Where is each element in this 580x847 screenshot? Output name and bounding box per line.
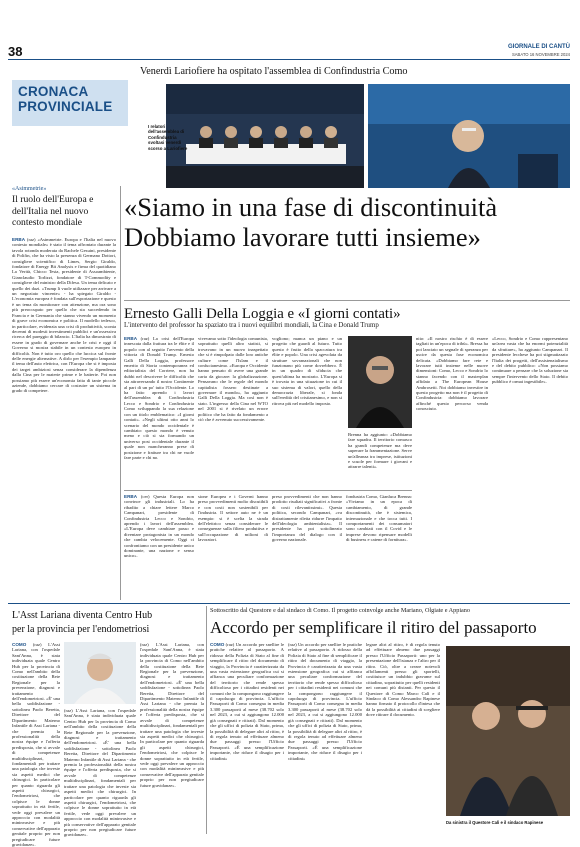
- top-story-kicker: Venerdì Lariofiere ha ospitato l'assemblea di Confindustria Como: [140, 66, 408, 77]
- bottom-column-divider: [206, 606, 207, 834]
- assembly-photo-left: [166, 84, 364, 188]
- interview-col-7: sione Europea e i Governi hanno preso provvedimenti molto discutibili e con costi non sostenibili per l'industria. Il settore auto ne è un esempio: si è scelta la strada dell'elettrico senza considerare le conseguenze sulla filiera produttiva e sull'occupazione di milioni di lavoratori.: [198, 494, 268, 543]
- interview-top-rule: [124, 300, 570, 301]
- publication-name: GIORNALE DI CANTÙ: [508, 44, 570, 50]
- accordo-photo-illustration: [446, 646, 570, 816]
- beretta-photo: [64, 642, 136, 704]
- top-photo-caption: I relatori dell'assemblea di Confindustria svoltasi venerdì scorso a Lariofiere: [148, 124, 188, 151]
- interview-col-3b: Brenna ha aggiunto: «Dobbiamo fare squadra. Il territorio comasco ha grandi competenze ma deve superare la frammentazione. Serve un'alleanza tra imprese, istituzioni e scuole per formare i giovani e attrarre talenti».: [348, 432, 412, 470]
- interview-col-9: fondustria Como, Gianluca Brenna: «Viviamo in un epoca di cambiamento, di grande discontinuità, che è sistemica, internazionale e che tocca tutti. I comportamenti dei consumatori sono cambiati con il Covid e le imprese devono ripensare modelli di business e catene di fornitura».: [346, 494, 412, 543]
- asst-dateline: COMO: [12, 642, 27, 647]
- section-line-1: CRONACA: [18, 84, 89, 99]
- issue-date: SABATO 16 NOVEMBRE 2024: [511, 52, 570, 57]
- interview-headline: Ernesto Galli Della Loggia e «I giorni contati»: [124, 306, 401, 322]
- sidebar-dateline: ERBA: [12, 237, 26, 242]
- header-rule: [8, 59, 570, 60]
- interview-col-6-text: (cer) Questa Europa non convince gli industriali. Lo ha ribadito a chiare lettere Marco Campanari, presidente di Confindustria Lecco e Sondrio, aprendo i lavori dell'assemblea. «L'Europa deve cambiare passo e diventare protagonista in un mondo che cambia velocemente. Oggi ci confrontiamo con un presidente unico dominante, una nazione e senso unico».: [124, 494, 194, 559]
- accordo-dateline: COMO: [210, 642, 225, 647]
- accordo-body-text: (raz) Un accordo per snellire le pratiche relative al passaporto. A ridosso della Polizia di Stato al fine di semplificare il ritiro del documento di viaggio, la Provincia è caratterizzata da una vasta estensione geografica cui si affianca una peculiare conformazione del territorio che rende spesso difficoltoso per i cittadini residenti nei comuni che la compongono raggiungere il capoluogo di provincia. L'ufficio Passaporti di Como consegna in media 3.300 passaporti al mese (38.702 solo nel 2023, a cui si aggiungono 12.000 già consegnati e ritirati). Dal momento che gli uffici di polizia di Stato, prima, la possibilità di delegare altri al ritiro, è di regola tenuto ad effettuare almeno due passaggi presso l'Ufficio Passaporti. «È una semplificazione importante, che riduce il disagio per i cittadini»: [210, 642, 285, 761]
- interview-col-6: [124, 494, 194, 598]
- asst-body-col-2: (raz) L'Asst Lariana, con l'ospedale Sant'Anna, è stata individuata quale Centro Hub per la provincia di Como nell'ambito della costituzione della Rete Regionale per la prevenzione, diagnosi e trattamento dell'endometriosi. «È' una bella soddisfazione - sottolinea Paolo Beretta, Direttore del Dipartimento Materno Infantile di Asst Lariana - che premia la professionalità della nostra équipe e l'offerta predisposta, che si avvale di competenze multidisciplinari, fondamentali per trattare una patologia che investe sia aspetti medici che chirurgici. In particolare per quanto riguarda gli aspetti chirurgici, l'endometriosi, che colpisce le donne soprattutto in età fertile, vede oggi prevalere un approccio con modalità mininvasive e più conservative dell'apparato genitale proprio per non pregiudicare future gravidanze».: [64, 708, 136, 838]
- accordo-headline: Accordo per semplificare il ritiro del passaporto: [210, 618, 537, 637]
- interview-col-5: «Lecco, Sondrio e Como rappresentano un'area vasta che ha enormi potenzialità da sfruttare», ha aggiunto Campanari. Il presidente lecchese ha poi stigmatizzato l'Italia dei progetti, dell'assistenzialismo e del debito pubblico: «Non possiamo continuare a pensare che la soluzione sia sempre l'intervento dello Stato. Il debito pubblico è ormai ingestibile».: [492, 336, 568, 385]
- asst-kicker: L'Asst Lariana diventa Centro Hub: [12, 610, 153, 621]
- sidebar-body-text: (raz) «Asimmetrie. Europa e l'Italia nel nuovo contesto mondiale» è stato il tema affrontato durante la tavola rotonda moderata da Rachele Gesuini, presidente di Polifin, che ha visto la presenza di Germano Dottori, consigliere scientifico di Limes, Sergio Giraldo, fondatore di Energy Bit Analysis e firma del quotidiano La Verità, Chicco Testa, presidente di Assoambiente, Gianclaudio Torlizzi, fondatore di T-Commodity e consigliere del ministro della Difesa. Un tema delicato e quello dei dazi. «Trump li vuole utilizzare per arrivare a un negoziato vincente» - ha spiegato Giraldo - L'economia europea è fondata sull'esportazione e questo è un tema da monitorare con attenzione, ma ora sono più preoccupato per quello che sta succedendo in Francia e in Germania che stanno vivendo un momento di grave crisi economica e politica. Il modello tedesco, in particolare, evidenzia una crisi di produttività, sconta decenni di modesti investimenti pubblici e un'ossessiva ricerca del pareggio di bilancio. L'Italia ha dimostrato di essere in grado di governare anche le crisi e oggi il Governo si mostra stabile in un contesto europeo in difficoltà. Non è tutto oro quello che luccica sul fronte delle energie alternative. A dirlo per l'esempio lampante il tema dell'auto elettrica, con l'Europa che si è imposta dei target ambiziosi senza considerare la dipendenza dalla Cina per le materie prime e le batterie. Poi non possiamo più essere un'economia fatta di tante piccole aziende, dobbiamo cercare di costruire un sistema in grado di competere.: [12, 237, 116, 394]
- sidebar-kicker: «Asimmetrie»: [12, 186, 47, 192]
- accordo-kicker: Sottoscritto dal Questore e dal sindaco di Como. Il progetto coinvolge anche Mariano, Olgiate e Appiano: [210, 607, 470, 614]
- assembly-photo-left-illustration: [166, 84, 364, 188]
- sidebar-headline: Il ruolo dell'Europa e dell'Italia nel nuovo contesto mondiale: [12, 194, 94, 228]
- section-label: [12, 80, 128, 126]
- accordo-body-col-1: [210, 642, 284, 832]
- asst-headline: per la provincia per l'endometriosi: [12, 624, 150, 635]
- assembly-photo-right-illustration: [368, 84, 570, 188]
- interview-col-2: vivevamo sotto l'ideologia comunista, soprattutto quelli altro statisti, si trovavano in un nuovo inaspettato che si è rimpolpato dalle loro antiche culture come l'Islam e il confucianesimo. «Europa e Occidente hanno pensato di avere una grande carta da giocare: la globalizzazione. Pensavano che le regole del mondo capitalista fossero destinate a governare il mondo», ha aggiunto Galli Della Loggia. Ma così non è stato. L'ingresso della Cina nel WTO nel 2001 si è rivelato un errore politico che ha fatto da fondamento a ciò che è avvenuto successivamente.: [198, 336, 268, 423]
- galli-della-loggia-photo: [348, 336, 412, 428]
- asst-body-col-1: [12, 642, 60, 847]
- interview-col-1: [124, 336, 194, 486]
- section-line-2: PROVINCIALE: [18, 99, 113, 114]
- interview-dateline: ERBA: [124, 336, 138, 341]
- accordo-body-col-3: legare altri al ritiro, è di regola tenuto ad effettuare almeno due passaggi presso l'Ufficio Passaporti: uno per la presentazione dell'istanza e l'altro per il ritiro. Ciò, oltre a creare notevoli affollamenti presso gli sportelli, costituisce un indubbio gravame sul cittadino, soprattutto per quelli residenti nei comuni più distanti. Per questo il Questore di Como Marco Calì e il Sindaco di Como Alessandro Rapinese hanno firmato il protocollo d'intesa che dà la possibilità ai cittadini di scegliere dove ritirare il documento.: [366, 642, 440, 718]
- galli-portrait-illustration: [348, 336, 412, 428]
- accordo-photo-caption: Da sinistra il Questore Calì e il sindaco Rapinese: [446, 820, 544, 825]
- assembly-photo-right: [368, 84, 570, 188]
- bottom-section-rule: [8, 603, 570, 604]
- asst-body-col-3: (raz) L'Asst Lariana, con l'ospedale Sant'Anna, è stata individuata quale Centro Hub per la provincia di Como nell'ambito della costituzione della Rete Regionale per la prevenzione, diagnosi e trattamento dell'endometriosi. «È' una bella soddisfazione - sottolinea Paolo Beretta, Direttore del Dipartimento Materno Infantile di Asst Lariana - che premia la professionalità della nostra équipe e l'offerta predisposta, che si avvale di competenze multidisciplinari, fondamentali per trattare una patologia che investe sia aspetti medici che chirurgici. In particolare per quanto riguarda gli aspetti chirurgici, l'endometriosi, che colpisce le donne soprattutto in età fertile, vede oggi prevalere un approccio con modalità mininvasive e più conservative dell'apparato genitale proprio per non pregiudicare future gravidanze».: [140, 642, 204, 788]
- asst-body-text: (raz) L'Asst Lariana, con l'ospedale Sant'Anna, è stata individuata quale Centro Hub per la provincia di Como nell'ambito della costituzione della Rete Regionale per la prevenzione, diagnosi e trattamento dell'endometriosi. «È' una bella soddisfazione - sottolinea Paolo Beretta, Direttore del Dipartimento Materno Infantile di Asst Lariana - che premia la professionalità della nostra équipe e l'offerta predisposta, che si avvale di competenze multidisciplinari, fondamentali per trattare una patologia che investe sia aspetti medici che chirurgici. In particolare per quanto riguarda gli aspetti chirurgici, l'endometriosi, che colpisce le donne soprattutto in età fertile, vede oggi prevalere un approccio con modalità mininvasive e più conservative dell'apparato genitale proprio per non pregiudicare future gravidanze».: [12, 642, 60, 847]
- interview-col-8: preso provvedimenti che non hanno prodotto risultati significativi a fronte di costi rilevantissimi». Questa politica, secondo Campanari, «va distrattamente riletta ridurre l'impatto dell'ideologia ambientalista». Il presidente ha poi sottolineato l'importanza del dialogo con il governo nazionale.: [272, 494, 342, 543]
- sidebar-body: [12, 237, 116, 599]
- interview-dateline-2: ERBA: [124, 494, 138, 499]
- page-number: 38: [8, 44, 23, 59]
- interview-col-1-text: (raz) La crisi dell'Europa innescata dalla frattura tra le élite e il popolo con al seguito l'avvento della vittoria di Donald Trump. Ernesto Galli Della Loggia, professore emerito di Storia contemporanea ed editorialista del Corriere, non ha dubbi nel descrivere le difficoltà che sta attraversando il nostro Continente al pari di un po' tutto l'Occidente. Lo ha fatto aprendo i lavori dell'assemblea di Confindustria Lecco e Sondrio e Confindustria Como sviluppando la sua relazione con un titolo emblematico: «I giorni contati». «Negli ultimi otto anni lo scenario del mondo occidentale è cambiato: questo mondo è venuto meno e ciò si sta formando un universo post occidentale durante il quale non mancheranno prese di posizione e fratture tra chi ne vuole fare parte e chi no.: [124, 336, 194, 460]
- interview-col-4: nito: «Il nostro rischio è di essere tagliati in un'epoca di tribù». Bressa ha poi lanciato un segnale di speranza per uscire da questa fase economica delicata. «Dobbiamo fare rete e lavorare tutti insieme nelle nuove dimensioni: Como, Lecco e Sondrio lo stanno facendo con il masterplan affidato a The European House Ambrosetti. Noi dobbiamo investire in questo progetto ma non è il progetto di Confindustria: dobbiamo lavorare affinché questo percorso venda conosciuto.: [416, 336, 488, 412]
- beretta-portrait-illustration: [64, 642, 136, 704]
- interview-col-3: vogliono; manca un piano e un progetto che guardi al futuro. Tutto questo è frutto della spaccatura tra élite e popolo. Una crisi agevolata da strutture sovranazionali che non funzionano più come dovrebbero. È in un quadro di sfiducia che quest'ultima ha mostrato. L'Europa si è trovata in una situazione in cui il suo sistema di valori, quello della democrazia liberale, si fonda sull'eredità del cristianesimo, e non si ritrova più nel modello imposto.: [272, 336, 342, 406]
- accordo-photo: [446, 646, 570, 816]
- column-divider: [120, 186, 121, 600]
- accordo-body-col-2: (raz) Un accordo per snellire le pratiche relative al passaporto. A ridosso della Polizia di Stato al fine di semplificare il ritiro del documento di viaggio, la Provincia è caratterizzata da una vasta estensione geografica cui si affianca una peculiare conformazione del territorio che rende spesso difficoltoso per i cittadini residenti nei comuni che la compongono raggiungere il capoluogo di provincia. L'ufficio Passaporti di Como consegna in media 3.300 passaporti al mese (38.702 solo nel 2023, a cui si aggiungono 12.000 già consegnati e ritirati). Dal momento che gli uffici di polizia di Stato, prima, la possibilità di delegare altri al ritiro, è di regola tenuto ad effettuare almeno due passaggi presso l'Ufficio Passaporti. «È una semplificazione importante, che riduce il disagio per i cittadini»: [288, 642, 362, 761]
- main-headline: «Siamo in una fase di discontinuità Dobbiamo lavorare tutti insieme»: [124, 192, 498, 252]
- interview-deck: L'intervento del professor ha spaziato tra i nuovi equilibri mondiali, la Cina e Donald Trump: [124, 322, 379, 329]
- interview-mid-rule: [124, 490, 412, 491]
